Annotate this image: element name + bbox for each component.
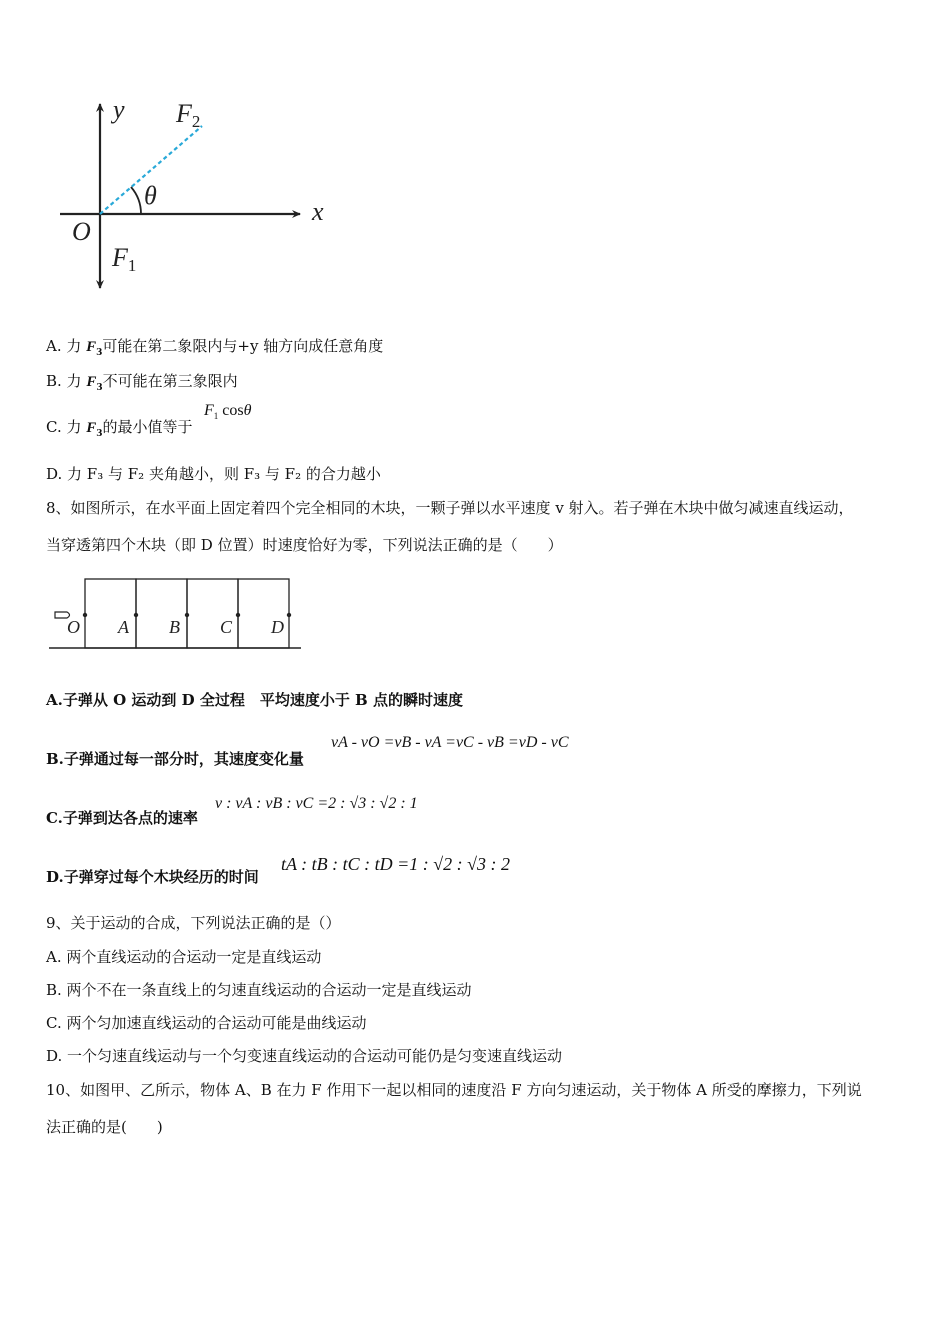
- x-label: x: [312, 197, 324, 226]
- point-d: [287, 613, 291, 617]
- f2-label: F2: [176, 99, 201, 131]
- point-o: [83, 613, 87, 617]
- q10-stem-line1: 10、如图甲、乙所示，物体 A、B 在力 F 作用下一起以相同的速度沿 F 方向匀速运动，关于物体 A 所受的摩擦力，下列说: [46, 1081, 862, 1099]
- q8-stem-line2: 当穿透第四个木块（即 D 位置）时速度恰好为零，下列说法正确的是（ ）: [46, 536, 563, 554]
- q8-option-b-formula: vA - vO =vB - vA =vC - vB =vD - vC: [331, 734, 569, 751]
- label-o: O: [67, 617, 80, 637]
- q9-option-c: C. 两个匀加速直线运动的合运动可能是曲线运动: [46, 1014, 367, 1032]
- q9-option-b: B. 两个不在一条直线上的匀速直线运动的合运动一定是直线运动: [46, 981, 472, 999]
- wood-block-3: [187, 579, 238, 648]
- force-diagram: [40, 90, 350, 300]
- q8-option-a: A.子弹从 O 运动到 D 全过程 平均速度小于 B 点的瞬时速度: [46, 691, 463, 709]
- point-c: [236, 613, 240, 617]
- q8-option-d: D.子弹穿过每个木块经历的时间: [46, 868, 259, 886]
- q8-option-b: B.子弹通过每一部分时，其速度变化量: [46, 750, 304, 768]
- wood-block-4: [238, 579, 289, 648]
- y-label: y: [113, 95, 125, 124]
- q7-option-a: A. 力 $F_3$可能在第二象限内与+y 轴方向成任意角度: [46, 337, 384, 358]
- wood-blocks-diagram: [45, 572, 310, 654]
- origin-label: O: [72, 217, 91, 246]
- wood-block-2: [136, 579, 187, 648]
- label-a: A: [118, 617, 129, 637]
- q7-option-c-formula: $F_1$ cosθ: [204, 402, 252, 422]
- wood-block-1: [85, 579, 136, 648]
- theta-arc: [131, 187, 141, 214]
- q10-stem-line2: 法正确的是( ): [46, 1118, 163, 1136]
- label-d: D: [271, 617, 284, 637]
- point-a: [134, 613, 138, 617]
- q7-option-d: D. 力 F₃ 与 F₂ 夹角越小，则 F₃ 与 F₂ 的合力越小: [46, 465, 381, 483]
- q9-stem: 9、关于运动的合成，下列说法正确的是（）: [46, 914, 341, 932]
- theta-label: θ: [144, 181, 157, 210]
- point-b: [185, 613, 189, 617]
- q7-option-b: B. 力 $F_3$不可能在第三象限内: [46, 372, 238, 393]
- label-b: B: [169, 617, 180, 637]
- q8-option-c-formula: v : vA : vB : vC =2 : √3 : √2 : 1: [215, 795, 418, 812]
- q9-option-a: A. 两个直线运动的合运动一定是直线运动: [46, 948, 322, 966]
- q8-option-d-formula: tA : tB : tC : tD =1 : √2 : √3 : 2: [281, 854, 511, 874]
- f1-label: F1: [112, 243, 137, 275]
- q8-option-c: C.子弹到达各点的速率: [46, 809, 198, 827]
- q8-stem-line1: 8、如图所示，在水平面上固定着四个完全相同的木块，一颗子弹以水平速度 v 射入。若子弹在木块中做匀减速直线运动，: [46, 499, 854, 517]
- q7-option-c: C. 力 $F_3$的最小值等于: [46, 418, 193, 439]
- label-c: C: [220, 617, 233, 637]
- q9-option-d: D. 一个匀速直线运动与一个匀变速直线运动的合运动可能仍是匀变速直线运动: [46, 1047, 563, 1065]
